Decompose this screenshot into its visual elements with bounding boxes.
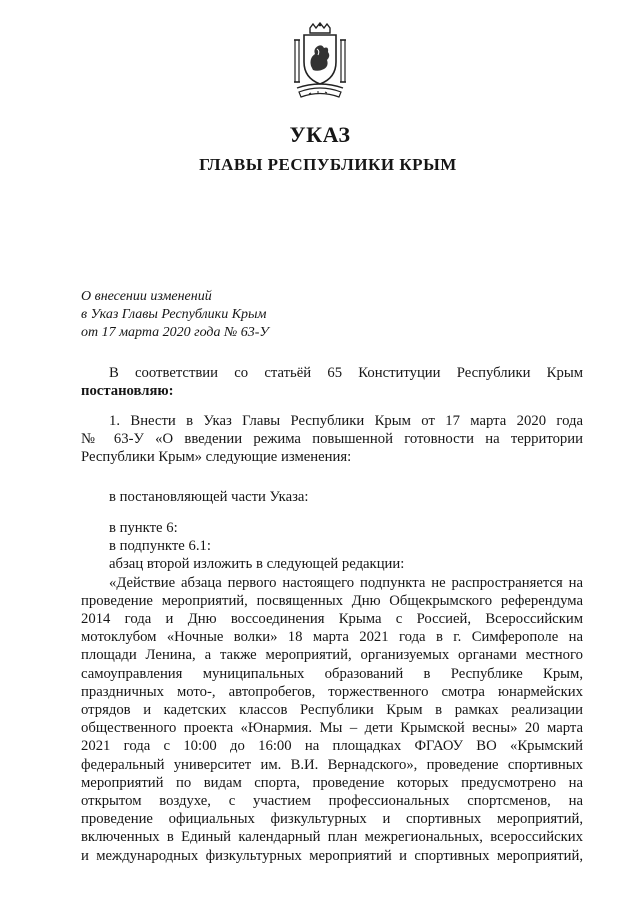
quote-line: и международных физкультурных мероприятий и спортивных мероприятий,	[81, 847, 583, 864]
part-line: в постановляющей части Указа:	[109, 489, 309, 505]
quote-line: открытом воздухе, с участием профессиональных спортсменов, на	[81, 793, 583, 810]
sub-line: абзац второй изложить в следующей редакции:	[109, 556, 405, 573]
amendment-block	[81, 519, 583, 865]
preamble-line: В соответствии со статьёй 65 Конституции Республики Крым	[109, 365, 583, 381]
coat-of-arms-emblem	[291, 22, 349, 102]
item-1-line: Республики Крым» следующие изменения:	[81, 449, 352, 466]
preamble-decree-word	[81, 382, 583, 400]
quote-line: 2021 года с 10:00 до 16:00 на площадках ФГАОУ ВО «Крымский	[81, 738, 583, 755]
quote-line: общественного проекта «Юнармия. Мы – дети Крымской весны» 20 марта	[81, 720, 583, 737]
quote-line: самоуправления муниципальных образований в Республике Крым,	[81, 665, 583, 682]
quote-line: отрядов и кадетских классов Республики Крым в рамках реализации	[81, 702, 583, 719]
sub-line: в подпункте 6.1:	[109, 538, 211, 555]
item-1-paragraph	[81, 412, 583, 467]
quote-line: площади Ленина, а также мероприятий, организуемых органами местного	[81, 647, 583, 664]
item-1-line: № 63-У «О введении режима повышенной готовности на территории	[81, 431, 583, 448]
subject-line: от 17 марта 2020 года № 63-У	[81, 325, 269, 340]
quote-line: проведение официальных физкультурных и спортивных мероприятий,	[81, 811, 583, 828]
subject-line: О внесении изменений	[81, 289, 212, 304]
item-1-line: 1. Внести в Указ Главы Республики Крым от 17 марта 2020 года	[109, 413, 583, 429]
quote-line: мотоклубом «Ночные волки» 18 марта 2021 года в г. Симферополе на	[81, 629, 583, 646]
quote-line: «Действие абзаца первого настоящего подпункта не распространяется на	[109, 574, 583, 591]
quote-line: мероприятий по видам спорта, проведение которых предусмотрено на	[81, 774, 583, 791]
document-subject	[81, 288, 269, 342]
preamble-bold-text: постановляю:	[81, 383, 174, 400]
document-title: УКАЗ	[289, 122, 351, 147]
sub-line: в пункте 6:	[109, 520, 178, 536]
quote-line: включенных в Единый календарный план межрегиональных, всероссийских	[81, 829, 583, 846]
quote-line: праздничных мото-, автопробегов, торжественного смотра юнармейских	[81, 683, 583, 700]
subject-line: в Указ Главы Республики Крым	[81, 307, 267, 322]
preamble-paragraph	[81, 364, 583, 400]
quote-line: федеральный университет им. В.И. Вернадского», проведение спортивных	[81, 756, 583, 773]
part-heading	[81, 488, 583, 506]
document-subtitle: ГЛАВЫ РЕСПУБЛИКИ КРЫМ	[199, 155, 457, 174]
quote-line: 2014 года и Дню воссоединения Крыма с Россией, Всероссийским	[81, 611, 583, 628]
quote-line: проведение мероприятий, посвященных Дню Общекрымского референдума	[81, 592, 583, 609]
